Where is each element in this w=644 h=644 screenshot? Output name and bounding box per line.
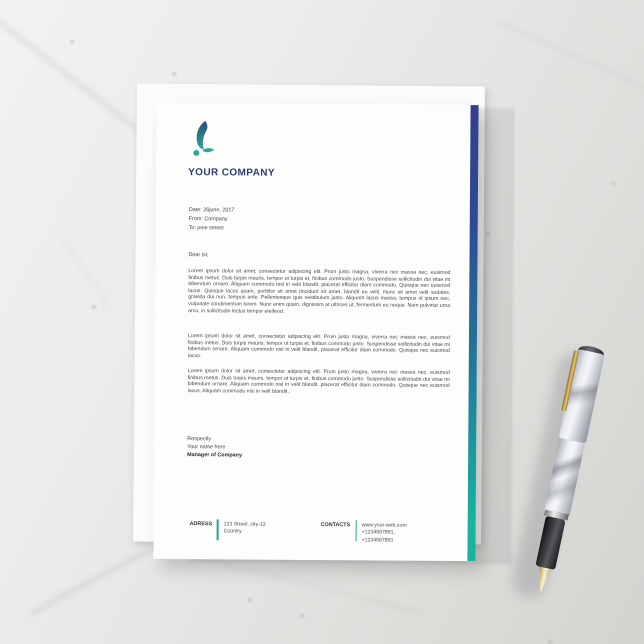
contact-line: +1234567891: [361, 537, 394, 544]
address-lines: [224, 519, 266, 536]
marble-vein: [203, 557, 427, 615]
footer-divider: [217, 519, 219, 540]
letter-meta-block: [189, 206, 235, 233]
body-paragraph-3: Lorem ipsum dolor sit amet, consectetur adipiscing elit. Proin justo magna, viverra nec massa nec, euismod finibus metus. Duis turpis mauris, tempor ut turpis et, finibus commodo justo. Suspendisse sollicitudin dui vitae mi bibendum ornare. Aliquam commodo nisl in velit blandit, placerat efficitur diam commodo. Quisque nec euismod lacus. Aliquam commodo nisi in velit blandit,.: [187, 368, 450, 395]
bird-flame-logo-icon: [188, 120, 215, 158]
marble-vein: [497, 21, 644, 92]
body-paragraph-1: Lorem ipsum dolor sit amet, consectetur adipiscing elit. Proin justo magna, viverra nec massa nec, euismod finibus metus. Duis turpis mauris, tempor ut turpis et, finibus commodo justo. Suspendisse sollicitudin dui vitae mi bibendum ornare. Aliquam commodo nisl in velit blandit, placerat efficitur diam commodo. Quisque nec euismod lacus. Quisque lacus quam, porttitor sit amet tincidunt sit amet, blandit eu velit. Nunc sit amet velit sodales, gravida dui non, tempus ante. Pellentesque quis vestibulum justo. Aliquam lacus massa, tempus id ipsum nec, vulputate condimentum lorem. Nunc enim quam, dignissim at ultrices ut, fermentum eu neque. Nam pulvinar urna arcu, in sollicitudin lectus tempor eleifend.: [188, 268, 451, 315]
marble-speckle: [172, 72, 176, 76]
pen-nib: [532, 566, 553, 595]
marble-speckle: [92, 305, 96, 309]
meta-from-line: From: Company: [188, 216, 228, 223]
meta-date-line: Date: 26june, 2017: [188, 207, 235, 214]
body-paragraph-2: Lorem ipsum dolor sit amet, consectetur adipiscing elit. Proin justo magna, viverra nec massa nec, euismod finibus metus. Duis turpis mauris, tempor ut turpis et, finibus commodo justo. Suspendisse sollicitudin dui vitae mi bibendum ornare. Aliquam commodo nisl in velit blandit, placerat efficitur diam commodo. Quisque nec euismod lacus.: [187, 333, 450, 359]
company-name: YOUR COMPANY: [188, 167, 275, 179]
marble-speckle: [486, 232, 490, 236]
address-line: Country: [223, 528, 242, 535]
pen-barrel: [544, 438, 585, 516]
marble-speckle: [248, 598, 252, 602]
address-line: 123 Street. city-12: [223, 521, 266, 528]
pen-grip: [535, 516, 565, 570]
address-label: ADRESS: [189, 521, 213, 528]
salutation: Dear sir,: [188, 252, 209, 259]
marble-speckle: [70, 40, 74, 44]
marble-speckle: [300, 614, 304, 618]
closing-name: Your name here: [187, 444, 226, 451]
meta-to-line: To: jone smeet: [188, 225, 224, 232]
address-block: [190, 519, 266, 541]
contact-line: www.your-web.com: [361, 522, 407, 529]
closing-role: Manager of Company: [187, 452, 242, 459]
contact-lines: [362, 520, 407, 545]
letterhead-page: [153, 103, 478, 561]
marble-vein: [58, 234, 111, 309]
contacts-block: [321, 520, 407, 545]
marble-speckle: [612, 182, 615, 185]
marble-vein: [29, 538, 172, 616]
closing-block: [187, 435, 242, 459]
contacts-label: CONTACTS: [320, 522, 351, 529]
contact-line: +1234567891,: [361, 529, 395, 536]
marble-speckle: [548, 640, 552, 644]
footer-divider: [355, 520, 357, 541]
closing-regards: Respectly: [187, 436, 211, 443]
